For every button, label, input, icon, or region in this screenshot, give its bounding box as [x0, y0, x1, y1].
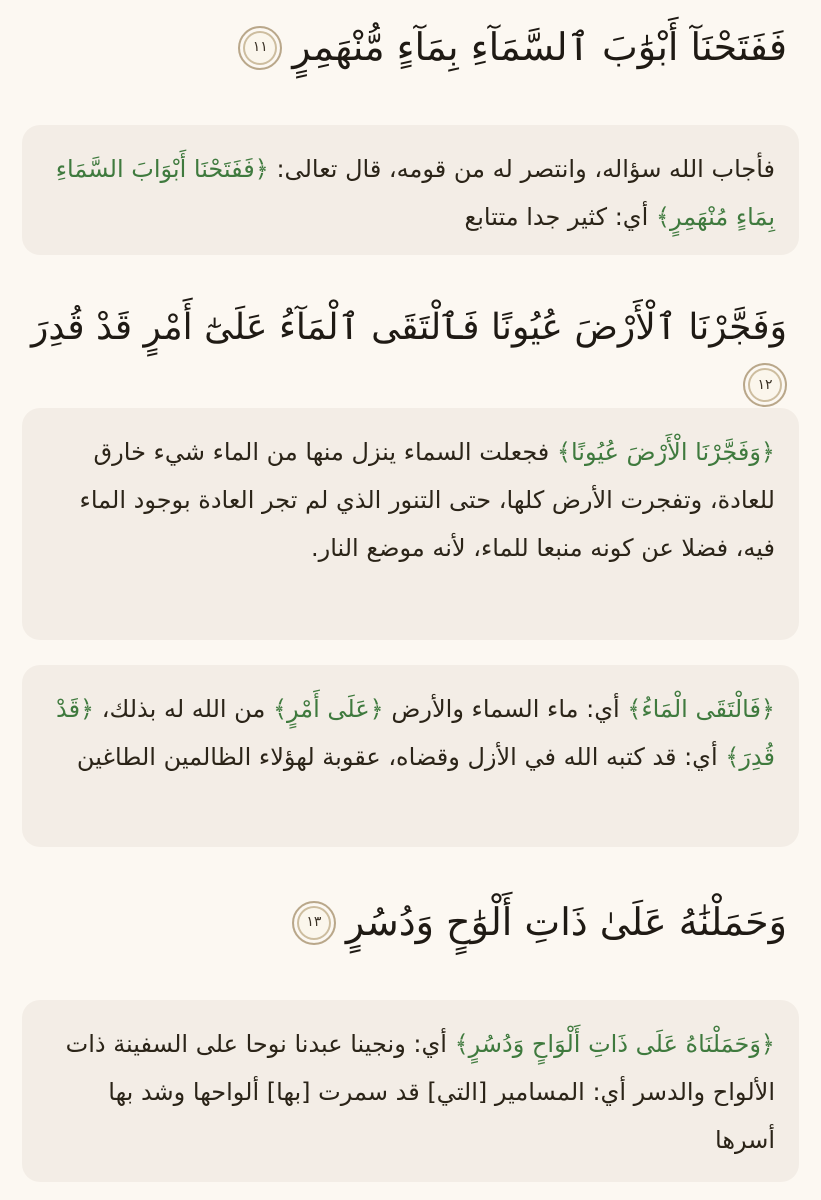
tafsir-text: فجعلت السماء ينزل منها من الماء شيء خارق للعادة، وتفجرت الأرض كلها، حتى التنور الذي لم تجر العادة بوجود الماء فيه، فضلا عن كونه منبعا للماء، لأنه موضع النار.: [79, 438, 775, 562]
verse-text: فَفَتَحْنَآ أَبْوَٰبَ ٱلسَّمَآءِ بِمَآءٍ مُّنْهَمِرٍ: [292, 25, 787, 70]
verse-13: [28, 893, 793, 953]
tafsir-text: أي: قد كتبه الله في الأزل وقضاه، عقوبة لهؤلاء الظالمين الطاغين: [76, 743, 726, 771]
tafsir-text: من الله له بذلك،: [94, 695, 273, 723]
quran-quote: ﴿فَالْتَقَى الْمَاءُ﴾: [627, 695, 775, 723]
ayah-number-icon: ١٢: [743, 363, 787, 407]
quran-quote: ﴿وَحَمَلْنَاهُ عَلَى ذَاتِ أَلْوَاحٍ وَدُسُرٍ﴾: [454, 1030, 775, 1058]
verse-12: [28, 303, 793, 393]
quran-quote: ﴿عَلَى أَمْرٍ﴾: [272, 695, 384, 723]
tafsir-text: أي: كثير جدا متتابع: [464, 203, 656, 231]
verse-11: [28, 18, 793, 78]
tafsir-card: [22, 665, 799, 847]
ayah-number-icon: ١٣: [292, 901, 336, 945]
tafsir-text: أي: ماء السماء والأرض: [383, 695, 628, 723]
tafsir-card: [22, 1000, 799, 1182]
quran-quote: ﴿قَدْ قُدِرَ﴾: [55, 695, 775, 771]
tafsir-text: أي: ونجينا عبدنا نوحا على السفينة ذات الألواح والدسر أي: المسامير [التي] قد سمرت [بها] ألواحها وشد بها أسرها: [65, 1030, 775, 1154]
quran-quote: ﴿وَفَجَّرْنَا الْأَرْضَ عُيُونًا﴾: [556, 438, 775, 466]
quran-quote: ﴿فَفَتَحْنَا أَبْوَابَ السَّمَاءِ بِمَاءٍ مُنْهَمِرٍ﴾: [55, 155, 775, 231]
verse-text: وَحَمَلْنَٰهُ عَلَىٰ ذَاتِ أَلْوَٰحٍ وَدُسُرٍ: [345, 900, 787, 945]
tafsir-text: فأجاب الله سؤاله، وانتصر له من قومه، قال تعالى:: [268, 155, 775, 183]
tafsir-card: [22, 408, 799, 640]
tafsir-card: [22, 125, 799, 255]
verse-text: وَفَجَّرْنَا ٱلْأَرْضَ عُيُونًا فَٱلْتَقَى ٱلْمَآءُ عَلَىٰٓ أَمْرٍ قَدْ قُدِرَ: [31, 307, 787, 348]
ayah-number-icon: ١١: [238, 26, 282, 70]
